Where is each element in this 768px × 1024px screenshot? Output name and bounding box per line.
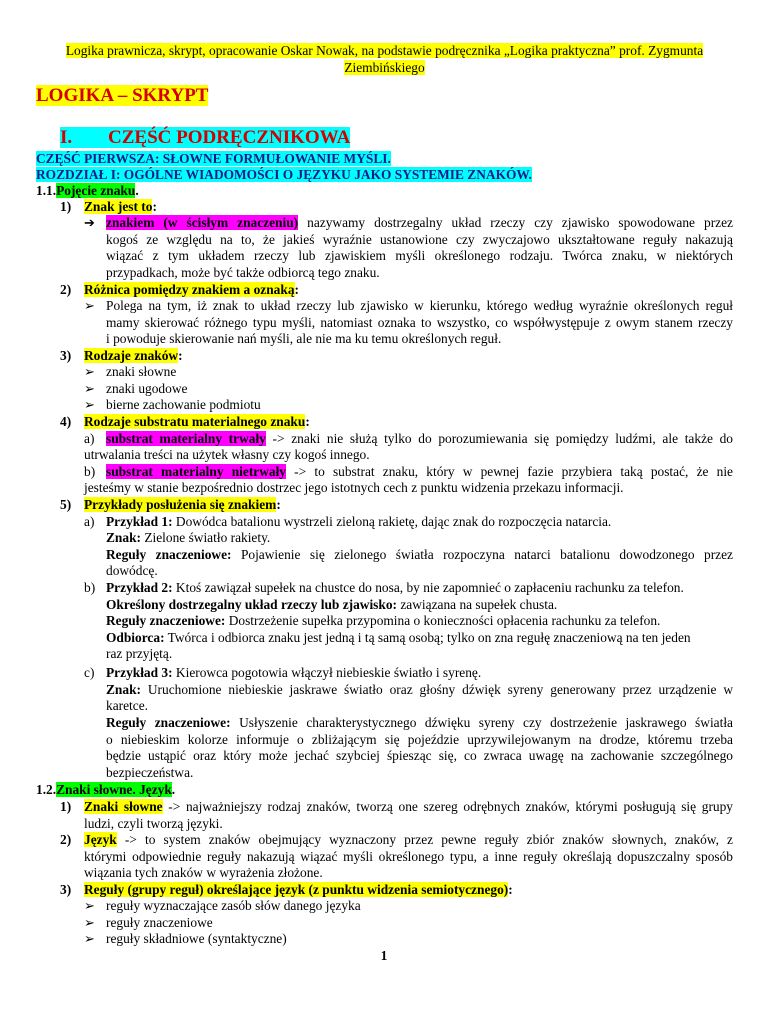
list-item: reguły znaczeniowe <box>106 915 213 930</box>
item-1-line-3: wiązać z tym układem rzeczy lub zjawiskiem myśli określonego rodzaju. Twórca znaku, w niektórych <box>106 248 733 263</box>
item-4a-letter: a) <box>84 431 95 446</box>
item-4a-line-2: utrwalania treści na użytek własny czy kogoś innego. <box>84 447 370 462</box>
j-item-1-number: 1) <box>60 799 72 814</box>
item-1-line-4: przypadkach, może być także odbiorcą tego znaku. <box>106 265 380 280</box>
j-item-3-heading: Reguły (grupy reguł) określające język (z punktu widzenia semiotycznego): <box>84 882 513 897</box>
chapter-heading: ROZDZIAŁ I: OGÓLNE WIADOMOŚCI O JĘZYKU JAKO SYSTEMIE ZNAKÓW. <box>36 167 532 182</box>
item-1-line-1: znakiem (w ścisłym znaczeniu) nazywamy dostrzegalny układ rzeczy czy zjawisko spowodowane przez <box>106 215 733 230</box>
item-1-number: 1) <box>60 199 72 214</box>
item-1-line-2: kogoś ze względu na to, że jakieś wyraźnie ustanowione czy zwyczajowo ukształtowane reguły nakazują <box>106 232 733 247</box>
example-b-letter: b) <box>84 580 96 595</box>
part-heading: I. CZĘŚĆ PODRĘCZNIKOWA <box>60 127 351 148</box>
example-c-line-4: Reguły znaczeniowe: Usłyszenie charakterystycznego dźwięku syreny czy dostrzeżenie jaskrawego światła <box>106 715 733 730</box>
item-3-number: 3) <box>60 348 72 363</box>
example-a-line-3: Reguły znaczeniowe: Pojawienie się zielonego światła rozpoczyna natarci batalionu dowodzonego przez <box>106 547 733 562</box>
item-2-line-3: i powoduje skierowanie nań myśli, ale nie ma ku temu określonych reguł. <box>106 331 502 346</box>
bullet-icon: ➢ <box>84 381 95 396</box>
example-b-line-1: Przykład 2: Ktoś zawiązał supełek na chustce do nosa, by nie zapomnieć o zapłaceniu rachunku za telefon. <box>106 580 684 595</box>
list-item: znaki ugodowe <box>106 381 188 396</box>
example-a-line-1: Przykład 1: Dowódca batalionu wystrzeli zieloną rakietę, dając znak do rozpoczęcia natarcia. <box>106 514 612 529</box>
item-3-heading: Rodzaje znaków: <box>84 348 183 363</box>
list-item: reguły wyznaczające zasób słów danego języka <box>106 898 361 913</box>
j-item-3-number: 3) <box>60 882 72 897</box>
list-item: reguły składniowe (syntaktyczne) <box>106 931 287 946</box>
bullet-icon: ➢ <box>84 397 95 412</box>
example-b-line-5: raz przyjętą. <box>106 646 173 661</box>
part-one-heading: CZĘŚĆ PIERWSZA: SŁOWNE FORMUŁOWANIE MYŚLI. <box>36 151 391 166</box>
example-a-letter: a) <box>84 514 95 529</box>
example-a-line-2: Znak: Zielone światło rakiety. <box>106 530 271 545</box>
item-4b-line-1: substrat materialny nietrwały -> to substrat znaku, który w pewnej fazie przybiera taką postać, że nie <box>106 464 733 479</box>
list-item: znaki słowne <box>106 364 177 379</box>
item-2-heading: Różnica pomiędzy znakiem a oznaką: <box>84 282 299 297</box>
item-2-line-2: mamy skierować różnego typu myśli, natomiast oznaka to wszystko, co współwystępuje z owym stanem rzeczy <box>106 315 733 330</box>
example-a-line-4: dowódcę. <box>106 563 158 578</box>
example-b-line-4: Odbiorca: Twórca i odbiorca znaku jest jedną i tą samą osobą; tylko on zna regułę znaczeniową na ten jeden <box>106 630 691 645</box>
j-item-1-line-1: Znaki słowne -> najważniejszy rodzaj znaków, tworzą one szereg odrębnych znaków, którymi posługują się grupy <box>84 799 733 814</box>
bullet-icon: ➢ <box>84 931 95 946</box>
example-b-line-3: Reguły znaczeniowe: Dostrzeżenie supełka przypomina o konieczności opłacenia rachunku za telefon. <box>106 613 661 628</box>
item-4-number: 4) <box>60 414 72 429</box>
example-b-line-2: Określony dostrzegalny układ rzeczy lub zjawisko: zawiązana na supełek chusta. <box>106 597 558 612</box>
item-2-line-1: Polega na tym, iż znak to układ rzeczy lub zjawisko w kierunku, którego według wyraźnie określonych reguł <box>106 298 733 313</box>
item-4b-line-2: jesteśmy w stanie bezpośrednio dostrzec jego istotnych cech z punktu widzenia przekazu informacji. <box>84 480 624 495</box>
section-1-1-heading: 1.1.Pojęcie znaku. <box>36 183 139 198</box>
example-c-letter: c) <box>84 665 95 680</box>
example-c-line-7: bezpieczeństwa. <box>106 765 194 780</box>
j-item-1-line-2: ludzi, czyli tworzą języki. <box>84 816 223 831</box>
item-4-heading: Rodzaje substratu materialnego znaku: <box>84 414 310 429</box>
document-title: LOGIKA – SKRYPT <box>36 85 209 106</box>
arrow-icon: ➔ <box>84 215 95 230</box>
section-1-2-heading: 1.2.Znaki słowne. Język. <box>36 782 176 797</box>
bullet-icon: ➢ <box>84 915 95 930</box>
j-item-2-number: 2) <box>60 832 72 847</box>
page-header: Logika prawnicza, skrypt, opracowanie Oskar Nowak, na podstawie podręcznika „Logika praktyczna” prof. Zygmunta Ziembińskiego <box>65 43 704 75</box>
item-4b-letter: b) <box>84 464 96 479</box>
page-number: 1 <box>380 948 388 963</box>
bullet-icon: ➢ <box>84 898 95 913</box>
bullet-icon: ➢ <box>84 298 95 313</box>
example-c-line-5: o niebieskim kolorze informuje o zbliżającym się pojeździe uprzywilejowanym na drodze, któremu trzeba <box>106 732 733 747</box>
list-item: bierne zachowanie podmiotu <box>106 397 261 412</box>
item-5-heading: Przykłady posłużenia się znakiem: <box>84 497 281 512</box>
item-4a-line-1: substrat materialny trwały -> znaki nie służą tylko do porozumiewania się pomiędzy ludźmi, ale także do <box>106 431 734 446</box>
example-c-line-1: Przykład 3: Kierowca pogotowia włączył niebieskie światło i syrenę. <box>106 665 482 680</box>
j-item-2-line-3: wiązania tych znaków w wyrażenia złożone. <box>84 865 323 880</box>
item-2-number: 2) <box>60 282 72 297</box>
bullet-icon: ➢ <box>84 364 95 379</box>
item-5-number: 5) <box>60 497 72 512</box>
example-c-line-3: karetce. <box>106 698 148 713</box>
item-1-heading: Znak jest to: <box>84 199 157 214</box>
j-item-2-line-2: którymi odpowiednie reguły nakazują wiązać myśli określonego typu, a inne reguły określają dopuszczalny sposób <box>84 849 733 864</box>
j-item-2-line-1: Język -> to system znaków obejmujący wyznaczony przez pewne reguły zbiór znaków słownych, znaków, z <box>84 832 733 847</box>
example-c-line-6: będzie ustąpić oraz który może jechać szybciej śpiesząc się, co zwraca uwagę na zachowanie szczególnego <box>106 748 733 763</box>
example-c-line-2: Znak: Uruchomione niebieskie jaskrawe światło oraz głośny dźwięk syreny generowany przez urządzenie w <box>106 682 733 697</box>
